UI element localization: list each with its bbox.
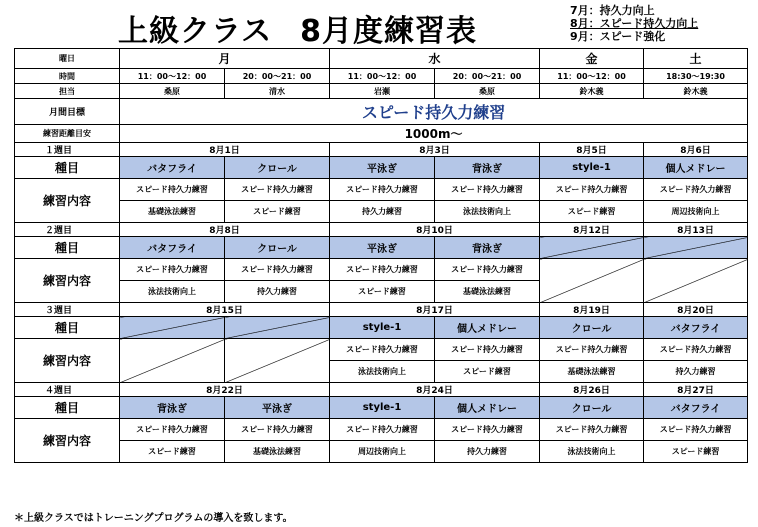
- content-cell: 周辺技術向上: [644, 201, 748, 223]
- content-cell: スピード持久力練習: [330, 259, 435, 281]
- week-date: 8月12日: [540, 223, 644, 237]
- content-label: 練習内容: [15, 179, 120, 223]
- content-cell: スピード練習: [435, 361, 540, 383]
- empty-slot: [540, 237, 644, 259]
- content-cell: スピード持久力練習: [330, 339, 435, 361]
- event-cell: 背泳ぎ: [120, 397, 225, 419]
- content-cell: 持久力練習: [644, 361, 748, 383]
- empty-slot: [644, 259, 748, 303]
- event-label: 種目: [15, 157, 120, 179]
- content-cell: 基礎泳法練習: [120, 201, 225, 223]
- distance-label: 練習距離目安: [15, 125, 120, 143]
- week-label: ４週目: [15, 383, 120, 397]
- week-header-row: [15, 143, 748, 157]
- week-header-row: [15, 223, 748, 237]
- empty-slot: [644, 237, 748, 259]
- monthly-goal-label: 月間目標: [15, 99, 120, 125]
- content-label: 練習内容: [15, 419, 120, 463]
- content-row: [15, 419, 748, 441]
- empty-slot: [120, 317, 225, 339]
- coach-cell: 岩瀬: [330, 84, 435, 99]
- week-date: 8月10日: [330, 223, 540, 237]
- coach-cell: 清水: [225, 84, 330, 99]
- event-row: [15, 237, 748, 259]
- month-goals: [570, 4, 698, 43]
- week-label: ２週目: [15, 223, 120, 237]
- week-date: 8月3日: [330, 143, 540, 157]
- day-label: 曜日: [15, 49, 120, 69]
- empty-slot: [120, 339, 225, 383]
- content-cell: スピード持久力練習: [120, 179, 225, 201]
- week-date: 8月5日: [540, 143, 644, 157]
- content-cell: スピード持久力練習: [435, 339, 540, 361]
- week-date: 8月15日: [120, 303, 330, 317]
- week-label: １週目: [15, 143, 120, 157]
- content-cell: スピード持久力練習: [330, 179, 435, 201]
- event-cell: バタフライ: [120, 157, 225, 179]
- event-cell: 個人メドレー: [435, 317, 540, 339]
- content-cell: スピード持久力練習: [644, 339, 748, 361]
- content-cell: 持久力練習: [330, 201, 435, 223]
- goal-august: 8月：スピード持久力向上: [570, 17, 699, 30]
- week-date: 8月27日: [644, 383, 748, 397]
- event-cell: 平泳ぎ: [225, 397, 330, 419]
- event-cell: 個人メドレー: [644, 157, 748, 179]
- event-label: 種目: [15, 397, 120, 419]
- week-date: 8月22日: [120, 383, 330, 397]
- event-cell: バタフライ: [120, 237, 225, 259]
- page-title: [118, 6, 477, 50]
- event-cell: 背泳ぎ: [435, 237, 540, 259]
- title-class: 上級クラス: [118, 14, 273, 49]
- content-cell: スピード持久力練習: [330, 419, 435, 441]
- day-row: [15, 49, 748, 69]
- event-cell: 平泳ぎ: [330, 157, 435, 179]
- content-cell: スピード持久力練習: [435, 259, 540, 281]
- content-cell: スピード持久力練習: [540, 339, 644, 361]
- event-cell: バタフライ: [644, 317, 748, 339]
- content-cell: 基礎泳法練習: [225, 441, 330, 463]
- time-row: [15, 69, 748, 84]
- event-row: [15, 317, 748, 339]
- coach-row: [15, 84, 748, 99]
- event-row: [15, 397, 748, 419]
- coach-cell: 鈴木義: [540, 84, 644, 99]
- event-cell: 平泳ぎ: [330, 237, 435, 259]
- event-cell: style-1: [330, 317, 435, 339]
- content-cell: 基礎泳法練習: [435, 281, 540, 303]
- content-cell: スピード持久力練習: [540, 179, 644, 201]
- content-cell: 周辺技術向上: [330, 441, 435, 463]
- content-cell: スピード持久力練習: [225, 179, 330, 201]
- time-cell: 18:30～19:30: [644, 69, 748, 84]
- content-cell: スピード持久力練習: [120, 419, 225, 441]
- time-cell: 20：00～21：00: [225, 69, 330, 84]
- event-cell: バタフライ: [644, 397, 748, 419]
- content-cell: 泳法技術向上: [540, 441, 644, 463]
- empty-slot: [225, 317, 330, 339]
- time-cell: 11：00～12：00: [120, 69, 225, 84]
- content-cell: スピード持久力練習: [644, 179, 748, 201]
- content-cell: スピード練習: [330, 281, 435, 303]
- event-label: 種目: [15, 317, 120, 339]
- day-wed: 水: [330, 49, 540, 69]
- content-cell: 持久力練習: [435, 441, 540, 463]
- day-fri: 金: [540, 49, 644, 69]
- event-cell: クロール: [225, 237, 330, 259]
- week-date: 8月19日: [540, 303, 644, 317]
- content-cell: スピード持久力練習: [225, 419, 330, 441]
- content-cell: 泳法技術向上: [330, 361, 435, 383]
- event-row: [15, 157, 748, 179]
- content-row: [15, 201, 748, 223]
- event-cell: クロール: [225, 157, 330, 179]
- distance-row: [15, 125, 748, 143]
- week-label: ３週目: [15, 303, 120, 317]
- content-row: [15, 441, 748, 463]
- content-cell: スピード練習: [225, 201, 330, 223]
- content-row: [15, 179, 748, 201]
- content-label: 練習内容: [15, 339, 120, 383]
- goal-row: [15, 99, 748, 125]
- week-date: 8月17日: [330, 303, 540, 317]
- footnote: ＊上級クラスではトレーニングプログラムの導入を致します。: [14, 513, 293, 524]
- content-label: 練習内容: [15, 259, 120, 303]
- event-cell: style-1: [540, 157, 644, 179]
- goal-july: 7月：持久力向上: [570, 4, 655, 17]
- day-sat: 土: [644, 49, 748, 69]
- content-cell: スピード持久力練習: [120, 259, 225, 281]
- content-cell: スピード持久力練習: [540, 419, 644, 441]
- time-cell: 11：00～12：00: [540, 69, 644, 84]
- event-cell: クロール: [540, 317, 644, 339]
- week-date: 8月6日: [644, 143, 748, 157]
- coach-label: 担当: [15, 84, 120, 99]
- time-cell: 20：00～21：00: [435, 69, 540, 84]
- monthly-goal: スピード持久力練習: [120, 99, 748, 125]
- week-date: 8月13日: [644, 223, 748, 237]
- content-cell: 持久力練習: [225, 281, 330, 303]
- content-cell: スピード練習: [644, 441, 748, 463]
- content-cell: スピード持久力練習: [435, 179, 540, 201]
- empty-slot: [225, 339, 330, 383]
- event-cell: クロール: [540, 397, 644, 419]
- title-month: 8月度練習表: [300, 14, 477, 49]
- content-cell: スピード持久力練習: [435, 419, 540, 441]
- time-cell: 11：00～12：00: [330, 69, 435, 84]
- coach-cell: 桑原: [435, 84, 540, 99]
- content-cell: スピード持久力練習: [644, 419, 748, 441]
- week-date: 8月8日: [120, 223, 330, 237]
- empty-slot: [540, 259, 644, 303]
- event-cell: 背泳ぎ: [435, 157, 540, 179]
- coach-cell: 鈴木義: [644, 84, 748, 99]
- coach-cell: 桑原: [120, 84, 225, 99]
- day-mon: 月: [120, 49, 330, 69]
- distance-value: 1000m～: [120, 125, 748, 143]
- content-row: [15, 339, 748, 361]
- event-cell: 個人メドレー: [435, 397, 540, 419]
- content-cell: 泳法技術向上: [120, 281, 225, 303]
- event-cell: style-1: [330, 397, 435, 419]
- goal-september: 9月：スピード強化: [570, 30, 666, 43]
- week-date: 8月20日: [644, 303, 748, 317]
- content-cell: スピード練習: [540, 201, 644, 223]
- content-cell: スピード持久力練習: [225, 259, 330, 281]
- event-label: 種目: [15, 237, 120, 259]
- week-date: 8月24日: [330, 383, 540, 397]
- content-cell: スピード練習: [120, 441, 225, 463]
- week-date: 8月1日: [120, 143, 330, 157]
- content-cell: 基礎泳法練習: [540, 361, 644, 383]
- week-header-row: [15, 383, 748, 397]
- schedule-table: [14, 48, 748, 463]
- time-label: 時間: [15, 69, 120, 84]
- week-date: 8月26日: [540, 383, 644, 397]
- content-cell: 泳法技術向上: [435, 201, 540, 223]
- content-row: [15, 259, 748, 281]
- week-header-row: [15, 303, 748, 317]
